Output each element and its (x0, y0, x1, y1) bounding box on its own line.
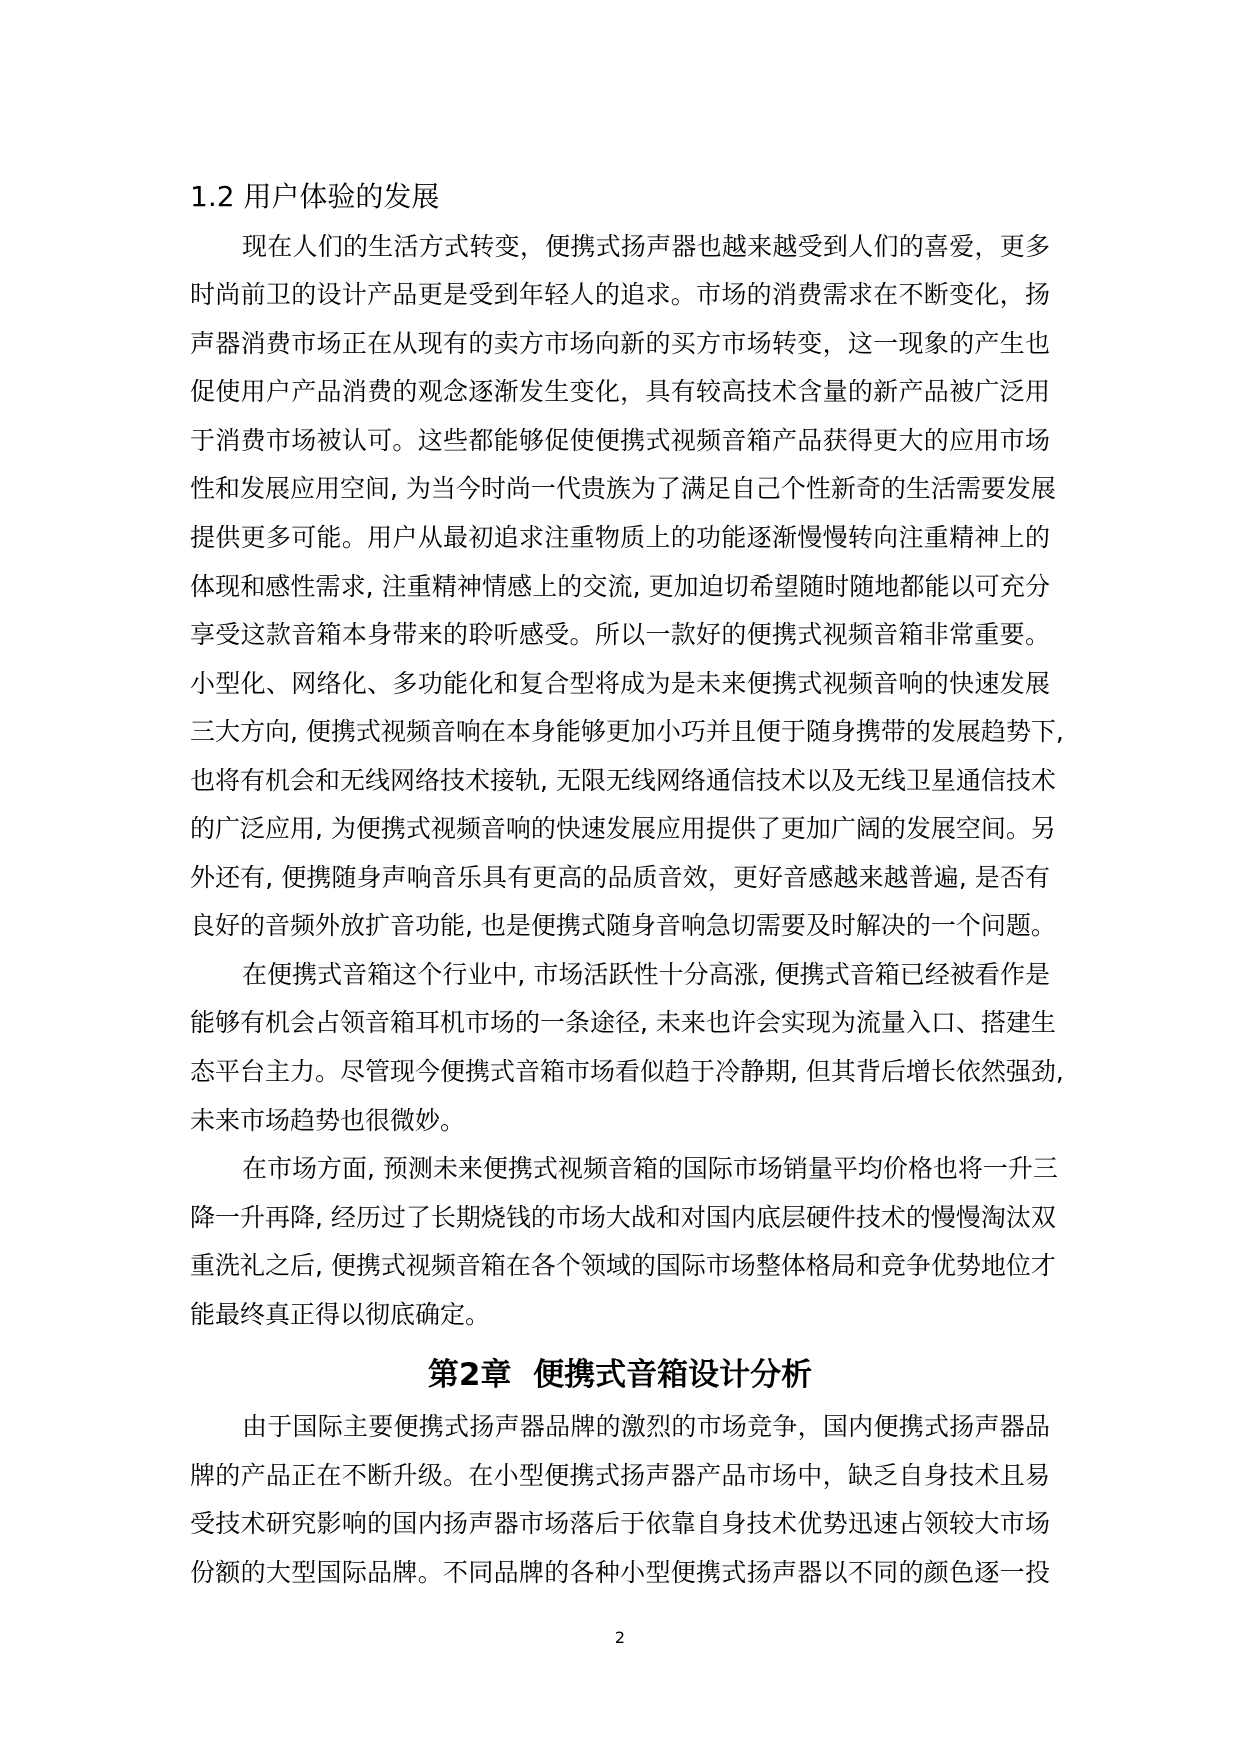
text-line: 在市场方面, 预测未来便携式视频音箱的国际市场销量平均价格也将一升三 (242, 1154, 1058, 1184)
text-line: 的广泛应用, 为便携式视频音响的快速发展应用提供了更加广阔的发展空间。另 (190, 814, 1056, 844)
text-line: 良好的音频外放扩音功能, 也是便携式随身音响急切需要及时解决的一个问题。 (190, 911, 1056, 941)
text-line: 提供更多可能。用户从最初追求注重物质上的功能逐渐慢慢转向注重精神上的 (190, 522, 1050, 552)
paragraph (190, 223, 1064, 951)
text-line: 能够有机会占领音箱耳机市场的一条途径, 未来也许会实现为流量入口、搭建生 (190, 1008, 1056, 1038)
text-line: 能最终真正得以彻底确定。 (190, 1299, 491, 1329)
text-line: 性和发展应用空间, 为当今时尚一代贵族为了满足自己个性新奇的生活需要发展 (190, 474, 1056, 504)
text-line: 由于国际主要便携式扬声器品牌的激烈的市场竞争，国内便携式扬声器品 (242, 1412, 1050, 1441)
text-line: 时尚前卫的设计产品更是受到年轻人的追求。市场的消费需求在不断变化，扬 (190, 280, 1050, 310)
text-line: 享受这款音箱本身带来的聆听感受。所以一款好的便携式视频音箱非常重要。 (190, 620, 1050, 650)
paragraph (190, 1403, 1050, 1597)
text-line: 降一升再降, 经历过了长期烧钱的市场大战和对国内底层硬件技术的慢慢淘汰双 (190, 1202, 1056, 1232)
text-line: 份额的大型国际品牌。不同品牌的各种小型便携式扬声器以不同的颜色逐一投 (190, 1557, 1050, 1587)
paragraph (190, 951, 1064, 1145)
chapter-title: 第2章 便携式音箱设计分析 (427, 1357, 813, 1393)
text-line: 外还有, 便携随身声响音乐具有更高的品质音效，更好音感越来越普遍, 是否有 (190, 862, 1050, 892)
text-line: 小型化、网络化、多功能化和复合型将成为是未来便携式视频音响的快速发展 (190, 668, 1050, 698)
paragraph (190, 1145, 1058, 1339)
text-line: 重洗礼之后, 便携式视频音箱在各个领域的国际市场整体格局和竞争优势地位才 (190, 1251, 1056, 1281)
text-line: 声器消费市场正在从现有的卖方市场向新的买方市场转变，这一现象的产生也 (190, 328, 1050, 358)
page-number: 2 (614, 1628, 626, 1647)
text-line: 受技术研究影响的国内扬声器市场落后于依靠自身技术优势迅速占领较大市场 (190, 1509, 1050, 1539)
text-line: 于消费市场被认可。这些都能够促使便携式视频音箱产品获得更大的应用市场 (190, 425, 1050, 455)
text-line: 现在人们的生活方式转变，便携式扬声器也越来越受到人们的喜爱，更多 (242, 231, 1050, 261)
text-line: 三大方向, 便携式视频音响在本身能够更加小巧并且便于随身携带的发展趋势下, (190, 717, 1064, 747)
text-line: 促使用户产品消费的观念逐渐发生变化，具有较高技术含量的新产品被广泛用 (190, 377, 1050, 407)
section-heading: 1.2 用户体验的发展 (190, 180, 440, 213)
text-line: 牌的产品正在不断升级。在小型便携式扬声器产品市场中，缺乏自身技术且易 (190, 1460, 1050, 1490)
text-line: 也将有机会和无线网络技术接轨, 无限无线网络通信技术以及无线卫星通信技术 (190, 765, 1056, 795)
text-line: 未来市场趋势也很微妙。 (190, 1105, 466, 1135)
body-text-block (190, 1403, 1050, 1597)
body-text-block (190, 223, 1064, 1340)
text-line: 在便携式音箱这个行业中, 市场活跃性十分高涨, 便携式音箱已经被看作是 (242, 959, 1050, 989)
text-line: 态平台主力。尽管现今便携式音箱市场看似趋于冷静期, 但其背后增长依然强劲, (190, 1056, 1064, 1086)
text-line: 体现和感性需求, 注重精神情感上的交流, 更加迫切希望随时随地都能以可充分 (190, 571, 1050, 601)
